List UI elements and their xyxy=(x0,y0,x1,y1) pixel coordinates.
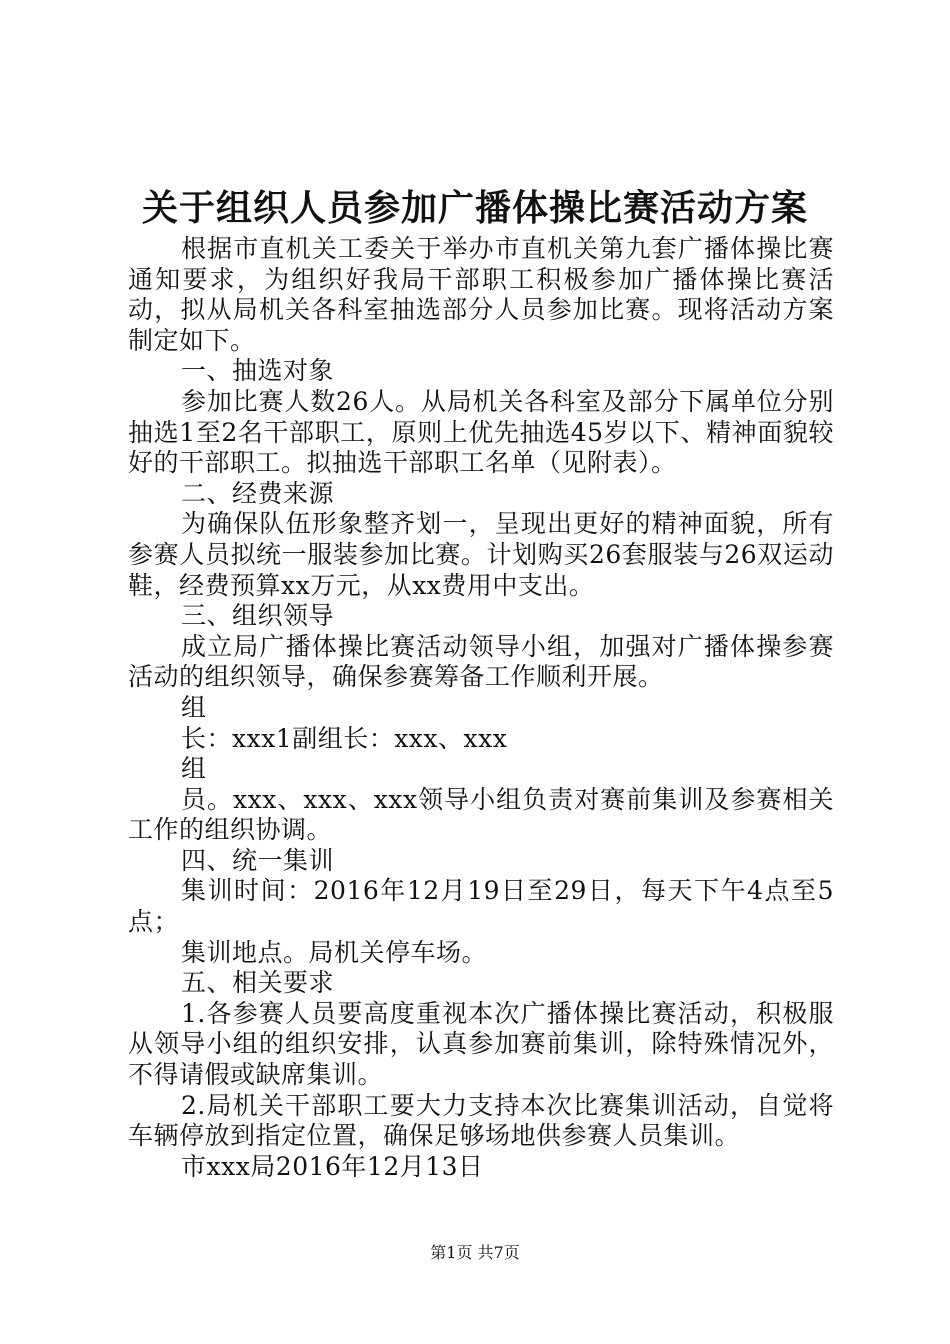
paragraph-selection: 参加比赛人数26人。从局机关各科室及部分下属单位分别抽选1至2名干部职工，原则上优先抽选45岁以下、精神面貌较好的干部职工。拟抽选干部职工名单（见附表）。 xyxy=(128,386,834,478)
document-title: 关于组织人员参加广播体操比赛活动方案 xyxy=(141,187,808,229)
paragraph-group-label-2: 组 xyxy=(181,754,207,784)
section-heading-funding: 二、经费来源 xyxy=(181,478,335,508)
paragraph-group-members: 员。xxx、xxx、xxx领导小组负责对赛前集训及参赛相关工作的组织协调。 xyxy=(128,784,834,845)
paragraph-requirement-1: 1.各参赛人员要高度重视本次广播体操比赛活动，积极服从领导小组的组织安排，认真参加赛前集训，除特殊情况外，不得请假或缺席集训。 xyxy=(128,998,834,1090)
paragraph-requirement-2: 2.局机关干部职工要大力支持本次比赛集训活动，自觉将车辆停放到指定位置，确保足够场地供参赛人员集训。 xyxy=(128,1090,834,1151)
paragraph-intro: 根据市直机关工委关于举办市直机关第九套广播体操比赛通知要求，为组织好我局干部职工积极参加广播体操比赛活动，拟从局机关各科室抽选部分人员参加比赛。现将活动方案制定如下。 xyxy=(128,234,834,355)
paragraph-group-label-1: 组 xyxy=(181,692,207,722)
section-heading-selection: 一、抽选对象 xyxy=(181,356,335,386)
section-heading-requirements: 五、相关要求 xyxy=(181,968,335,998)
paragraph-training-time: 集训时间：2016年12月19日至29日，每天下午4点至5点； xyxy=(128,876,834,937)
paragraph-signature-date: 市xxx局2016年12月13日 xyxy=(181,1151,484,1181)
paragraph-leadership: 成立局广播体操比赛活动领导小组，加强对广播体操参赛活动的组织领导，确保参赛筹备工作顺利开展。 xyxy=(128,631,834,692)
document-body xyxy=(128,234,834,1182)
paragraph-training-location: 集训地点。局机关停车场。 xyxy=(181,937,488,967)
section-heading-training: 四、统一集训 xyxy=(181,845,335,875)
paragraph-funding: 为确保队伍形象整齐划一，呈现出更好的精神面貌，所有参赛人员拟统一服装参加比赛。计划购买26套服装与26双运动鞋，经费预算xx万元，从xx费用中支出。 xyxy=(128,509,834,600)
section-heading-leadership: 三、组织领导 xyxy=(181,601,335,631)
page-footer: 第1页 共7页 xyxy=(430,1243,520,1262)
paragraph-group-leaders: 长：xxx1副组长：xxx、xxx xyxy=(181,723,508,753)
